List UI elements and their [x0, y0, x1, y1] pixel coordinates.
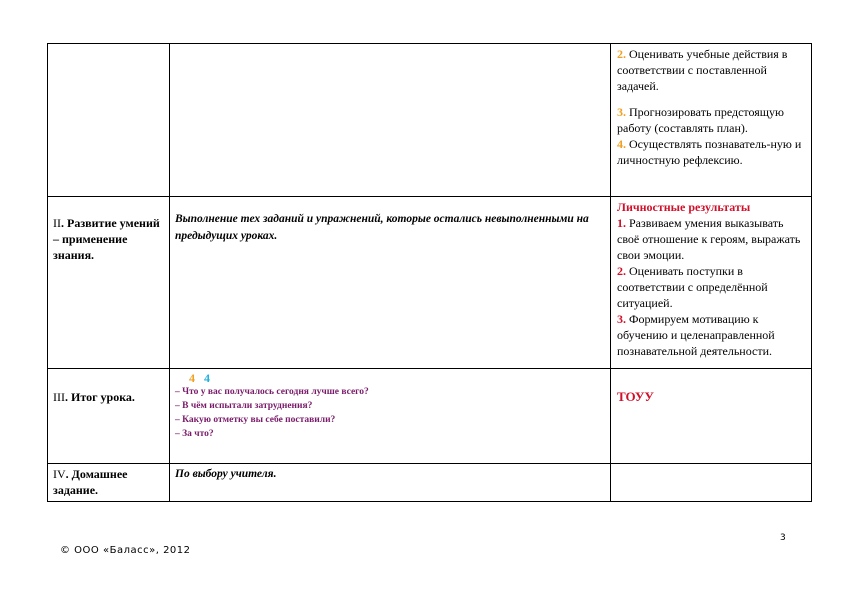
table-row	[48, 44, 812, 197]
homework-text: По выбору учителя.	[175, 468, 277, 480]
content-cell	[170, 44, 611, 197]
results-cell	[611, 369, 812, 464]
table-row	[48, 464, 812, 502]
stage-cell: II. Развитие умений – применение знания.	[48, 197, 170, 369]
table-row	[48, 197, 812, 369]
page-number: 3	[780, 533, 786, 543]
result-item: 3. Формируем мотивацию к обучению и целенаправленной познавательной деятельности.	[617, 312, 775, 358]
list-item: – Какую отметку вы себе поставили?	[175, 415, 336, 425]
question-list	[175, 385, 605, 441]
marker-cyan: 4	[204, 371, 210, 385]
list-item: – Что у вас получалось сегодня лучше всего?	[175, 387, 369, 397]
marker-row	[175, 371, 605, 385]
content-cell	[170, 464, 611, 502]
result-item: 4. Осуществлять познаватель-ную и личностную рефлексию.	[617, 137, 802, 167]
list-item: – В чём испытали затруднения?	[175, 401, 313, 411]
result-item: 2. Оценивать учебные действия в соответствии с поставленной задачей.	[617, 47, 788, 93]
content-cell	[170, 369, 611, 464]
results-heading: Личностные результаты	[617, 200, 751, 214]
results-cell	[611, 197, 812, 369]
table-row	[48, 369, 812, 464]
stage-cell	[48, 44, 170, 197]
toy-label: ТОУУ	[617, 389, 654, 404]
results-cell	[611, 464, 812, 502]
results-cell	[611, 44, 812, 197]
content-cell	[170, 197, 611, 369]
result-item: 1. Развиваем умения выказывать своё отношение к героям, выражать свои эмоции.	[617, 216, 801, 262]
stage-cell: III. Итог урока.	[48, 369, 170, 464]
result-item: 3. Прогнозировать предстоящую работу (составлять план).	[617, 105, 785, 135]
stage-cell: IV. Домашнее задание.	[48, 464, 170, 502]
activity-text: Выполнение тех заданий и упражнений, которые остались невыполненными на предыдущих уроках.	[175, 213, 589, 242]
list-item: – За что?	[175, 429, 214, 439]
footer-copyright: © ООО «Баласс», 2012	[60, 545, 191, 556]
marker-orange: 4	[189, 371, 195, 385]
lesson-table	[47, 43, 812, 502]
result-item: 2. Оценивать поступки в соответствии с определённой ситуацией.	[617, 264, 768, 310]
